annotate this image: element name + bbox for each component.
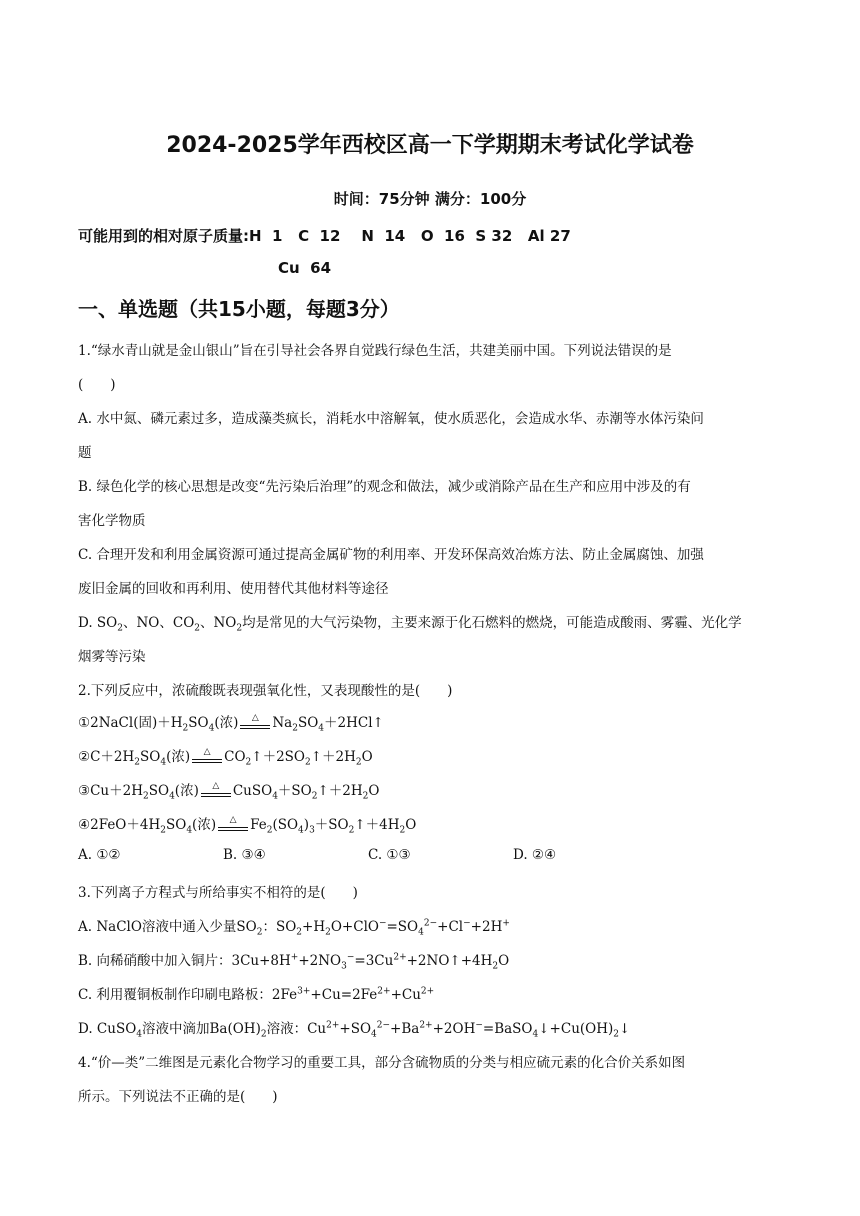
heat-equals-sign: △ — [201, 785, 231, 799]
q3-option-b: B. 向稀硝酸中加入铜片：$3Cu+8H^++2NO_3^-=3Cu^{2+}+2NO↑+4H_2O$ — [78, 952, 510, 972]
q1-stem: 1.“绿水青山就是金山银山”旨在引导社会各界自觉践行绿色生活，共建美丽中国。下列说法错误的是 — [78, 343, 672, 359]
exam-title: 2024-2025学年西校区高一下学期期末考试化学试卷 — [166, 133, 694, 158]
q2-reaction-1: ①2NaCl(固)$+H_2SO_4$(浓) △ $Na_2SO_4+2HCl↑$ — [78, 712, 384, 734]
q2-options — [78, 847, 784, 863]
heat-equals-sign: △ — [240, 717, 270, 731]
q3-option-d: D. CuSO$_4$溶液中滴加$Ba(OH)_2$溶液：$Cu^{2+}+SO_4^{2-}+Ba^{2+}+2OH^-=BaSO_4↓+Cu(OH)_2↓$ — [78, 1020, 631, 1040]
q1-option-a-cont: 题 — [78, 445, 92, 461]
heat-equals-sign: △ — [218, 819, 248, 833]
q4-stem: 4.“价—类”二维图是元素化合物学习的重要工具，部分含硫物质的分类与相应硫元素的化合价关系如图 — [78, 1055, 686, 1071]
q2-reaction-4: $④2FeO+4H_2SO_4$(浓) △ $Fe_2(SO_4)_3+SO_2↑+4H_2O$ — [78, 814, 417, 836]
section-heading: 一、单选题（共15小题，每题3分） — [78, 297, 400, 321]
q3-stem: 3.下列离子方程式与所给事实不相符的是( ) — [78, 885, 358, 901]
q1-option-c-cont: 废旧金属的回收和再利用、使用替代其他材料等途径 — [78, 581, 389, 597]
q2-stem: 2.下列反应中，浓硫酸既表现强氧化性，又表现酸性的是( ) — [78, 683, 453, 699]
q2-option-b[interactable]: B. ③④ — [223, 847, 266, 863]
q1-option-b: B. 绿色化学的核心思想是改变“先污染后治理”的观念和做法，减少或消除产品在生产和应用中涉及的有 — [78, 479, 691, 495]
q3-option-a: A. NaClO溶液中通入少量$SO_2$：$SO_2+H_2O+ClO^-=SO_4^{2-}+Cl^-+2H^+$ — [78, 918, 510, 938]
exam-time-score: 时间：75分钟 满分：100分 — [333, 190, 527, 208]
q2-option-a[interactable]: A. ①② — [78, 847, 121, 863]
q1-option-d: D. $SO_2$、NO、$CO_2$、$NO_2$均是常见的大气污染物，主要来源于化石燃料的燃烧，可能造成酸雨、雾霾、光化学 — [78, 615, 742, 634]
q3-option-c: C. 利用覆铜板制作印刷电路板：$2Fe^{3+}+Cu=2Fe^{2+}+Cu^{2+}$ — [78, 986, 435, 1003]
q2-reaction-3: $③Cu+2H_2SO_4$(浓) △ $CuSO_4+SO_2↑+2H_2O$ — [78, 780, 380, 802]
q1-option-d-cont: 烟雾等污染 — [78, 649, 146, 665]
q1-option-a: A. 水中氮、磷元素过多，造成藻类疯长，消耗水中溶解氧，使水质恶化，会造成水华、赤潮等水体污染问 — [78, 411, 704, 427]
q1-option-c: C. 合理开发和利用金属资源可通过提高金属矿物的利用率、开发环保高效冶炼方法、防止金属腐蚀、加强 — [78, 547, 704, 563]
atomic-mass-line-1: 可能用到的相对原子质量:H 1 C 12 N 14 O 16 S 32 Al 27 — [78, 227, 571, 245]
q1-option-b-cont: 害化学物质 — [78, 513, 146, 529]
q2-option-c[interactable]: C. ①③ — [368, 847, 411, 863]
q2-reaction-2: $②C+2H_2SO_4$(浓) △ $CO_2↑+2SO_2↑+2H_2O$ — [78, 746, 373, 768]
q4-stem-cont: 所示。下列说法不正确的是( ) — [78, 1089, 278, 1105]
atomic-mass-line-2: Cu 64 — [278, 259, 332, 277]
q2-option-d[interactable]: D. ②④ — [513, 847, 557, 863]
heat-equals-sign: △ — [192, 751, 222, 765]
q1-stem-paren: ( ) — [78, 377, 116, 393]
